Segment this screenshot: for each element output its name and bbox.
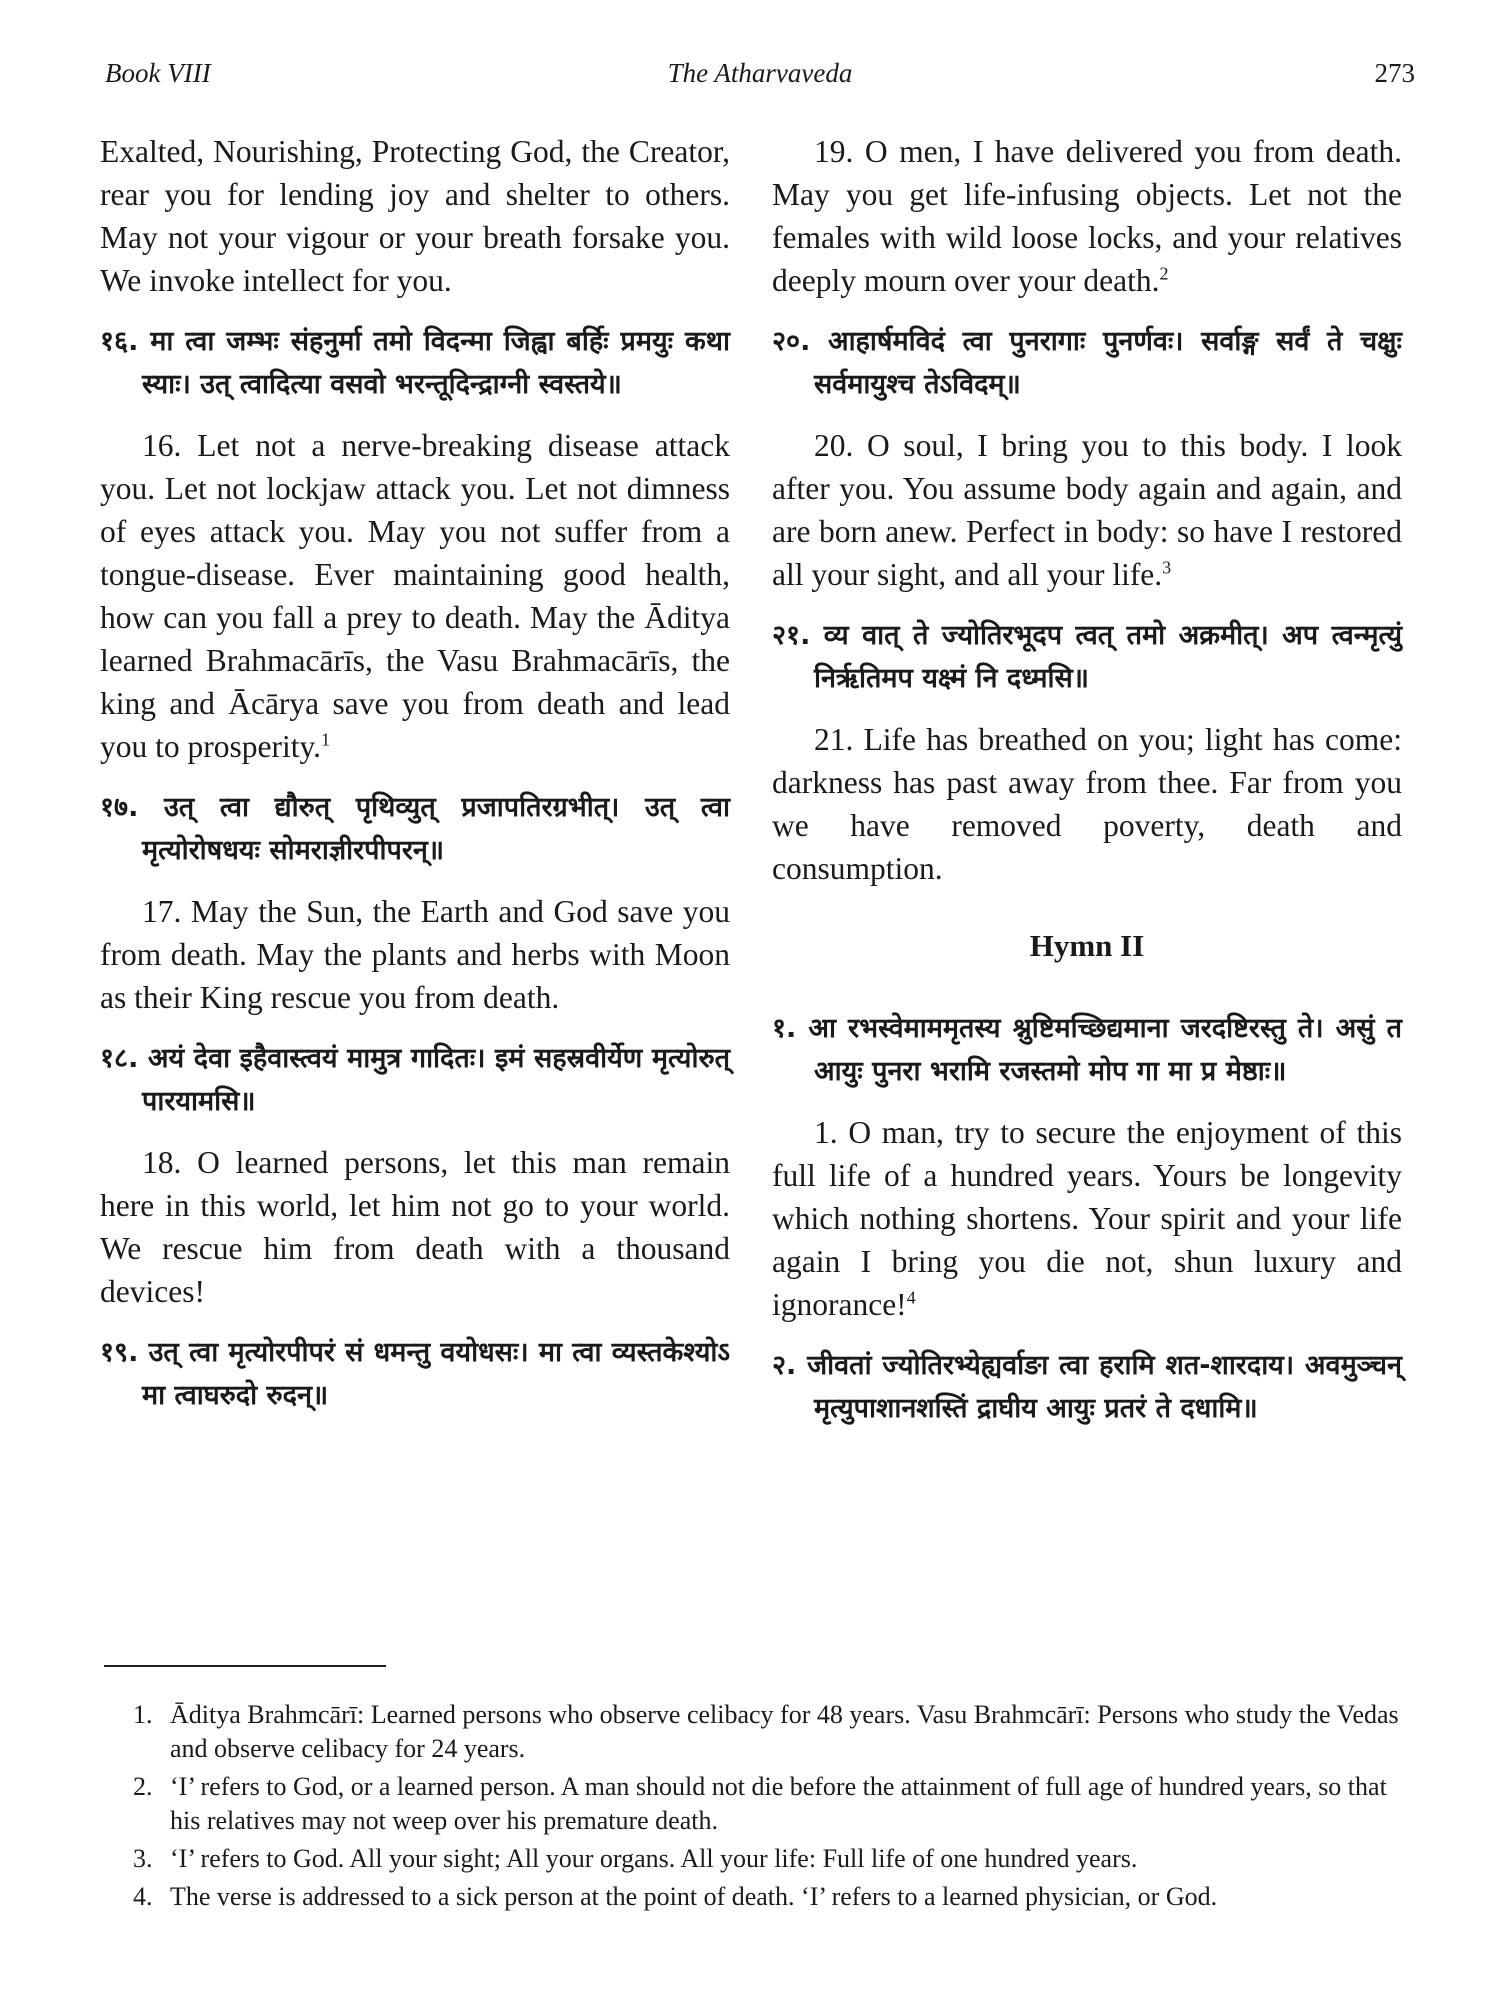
translation-intro: Exalted, Nourishing, Protecting God, the Creator, rear you for lending joy and shelter to others. May not your vigour or your breath forsake you. We invoke intellect for you. [100,134,730,298]
footnote-item [100,1842,1415,1876]
right-column [772,130,1402,1448]
footnote-item [100,1698,1415,1766]
sanskrit-verse-16: १६. मा त्वा जम्भः संहनुर्मा तमो विदन्मा जिह्वा बर्हिः प्रमयुः कथा स्याः। उत् त्वादित्या वसवो भरन्तूदिन्द्राग्नी स्वस्तये॥ [100,326,730,400]
sanskrit-verse-19: १९. उत् त्वा मृत्योरपीपरं सं धमन्तु वयोधसः। मा त्वा व्यस्तकेश्योऽ मा त्वाघरुदो रुदन्॥ [100,1337,730,1411]
footnote-number: 4. [133,1882,153,1911]
footnote-number: 2. [133,1772,153,1801]
running-header [105,58,1415,102]
footnote-text: Āditya Brahmcārī: Learned persons who observe celibacy for 48 years. Vasu Brahmcārī: Persons who study the Vedas and observe celibacy for 24 years. [170,1700,1399,1763]
footnote-number: 3. [133,1844,153,1873]
hymn-heading: Hymn II [1029,928,1145,963]
footnote-number: 1. [133,1700,153,1729]
translation-21: 21. Life has breathed on you; light has come: darkness has past away from thee. Far from you we have removed poverty, death and consumption. [772,722,1402,886]
translation-hymn2-1-text: 1. O man, try to secure the enjoyment of this full life of a hundred years. Yours be longevity which nothing shortens. Your spirit and your life again I bring you die not, shun luxury and ignorance! [772,1115,1402,1322]
translation-16-text: 16. Let not a nerve-breaking disease attack you. Let not lockjaw attack you. Let not dimness of eyes attack you. May you not suffer from a tongue-disease. Ever maintaining good health, how can you fall a prey to death. May the Āditya learned Brahmacārīs, the Vasu Brahmacārīs, the king and Ācārya save you from death and lead you to prosperity. [100,428,730,764]
running-title: The Atharvaveda [667,58,853,88]
footnote-text: The verse is addressed to a sick person at the point of death. ‘I’ refers to a learned physician, or God. [170,1882,1218,1911]
book-label: Book VIII [105,58,211,88]
translation-hymn2-1 [772,1111,1402,1326]
left-column [100,130,730,1435]
sanskrit-hymn2-verse-2: २. जीवतां ज्योतिरभ्येह्यर्वाङा त्वा हरामि शत-शारदाय। अवमुञ्चन् मृत्युपाशानशस्तिं द्राघीय आयुः प्रतरं ते दधामि॥ [772,1350,1402,1424]
translation-20 [772,424,1402,596]
footnote-text: ‘I’ refers to God. All your sight; All your organs. All your life: Full life of one hundred years. [170,1844,1138,1873]
sanskrit-hymn2-verse-1: १. आ रभस्वेमाममृतस्य श्नुष्टिमच्छिद्यमाना जरदष्टिरस्तु ते। असुं त आयुः पुनरा भरामि रजस्तमो मोप गा मा प्र मेष्ठाः॥ [772,1013,1402,1087]
translation-16 [100,424,730,768]
page-number: 273 [1374,58,1415,88]
translation-18: 18. O learned persons, let this man remain here in this world, let him not go to your world. We rescue him from death with a thousand devices! [100,1145,730,1309]
sanskrit-verse-21: २१. व्य वात् ते ज्योतिरभूदप त्वत् तमो अक्रमीत्। अप त्वन्मृत्युं निर्ऋतिमप यक्ष्मं नि दध्मसि॥ [772,620,1402,694]
footnote-ref-4: 4 [906,1287,916,1308]
footnote-ref-1: 1 [321,729,331,750]
footnote-ref-2: 2 [1159,263,1169,284]
sanskrit-verse-20: २०. आहार्षमविदं त्वा पुनरागाः पुनर्णवः। सर्वाङ्ग सर्वं ते चक्षुः सर्वमायुश्च तेऽविदम्॥ [772,326,1402,400]
translation-20-text: 20. O soul, I bring you to this body. I look after you. You assume body again and again, and are born anew. Perfect in body: so have I restored all your sight, and all your life. [772,428,1402,592]
translation-19-text: 19. O men, I have delivered you from death. May you get life-infusing objects. Let not the females with wild loose locks, and your relatives deeply mourn over your death. [772,134,1402,298]
footnote-item [100,1880,1415,1914]
translation-19 [772,130,1402,302]
footnote-item [100,1770,1415,1838]
translation-17: 17. May the Sun, the Earth and God save you from death. May the plants and herbs with Moon as their King rescue you from death. [100,894,730,1015]
sanskrit-verse-17: १७. उत् त्वा द्यौरुत् पृथिव्युत् प्रजापतिरग्रभीत्। उत् त्वा मृत्योरोषधयः सोमराज्ञीरपीपरन्॥ [100,792,730,866]
footnote-ref-3: 3 [1162,557,1172,578]
footnotes [100,1698,1415,1918]
sanskrit-verse-18: १८. अयं देवा इहैवास्त्वयं मामुत्र गादितः। इमं सहस्रवीर्येण मृत्योरुत् पारयामसि॥ [100,1043,730,1117]
footnote-text: ‘I’ refers to God, or a learned person. A man should not die before the attainment of full age of hundred years, so that his relatives may not weep over his premature death. [170,1772,1387,1835]
footnote-rule [104,1665,386,1667]
